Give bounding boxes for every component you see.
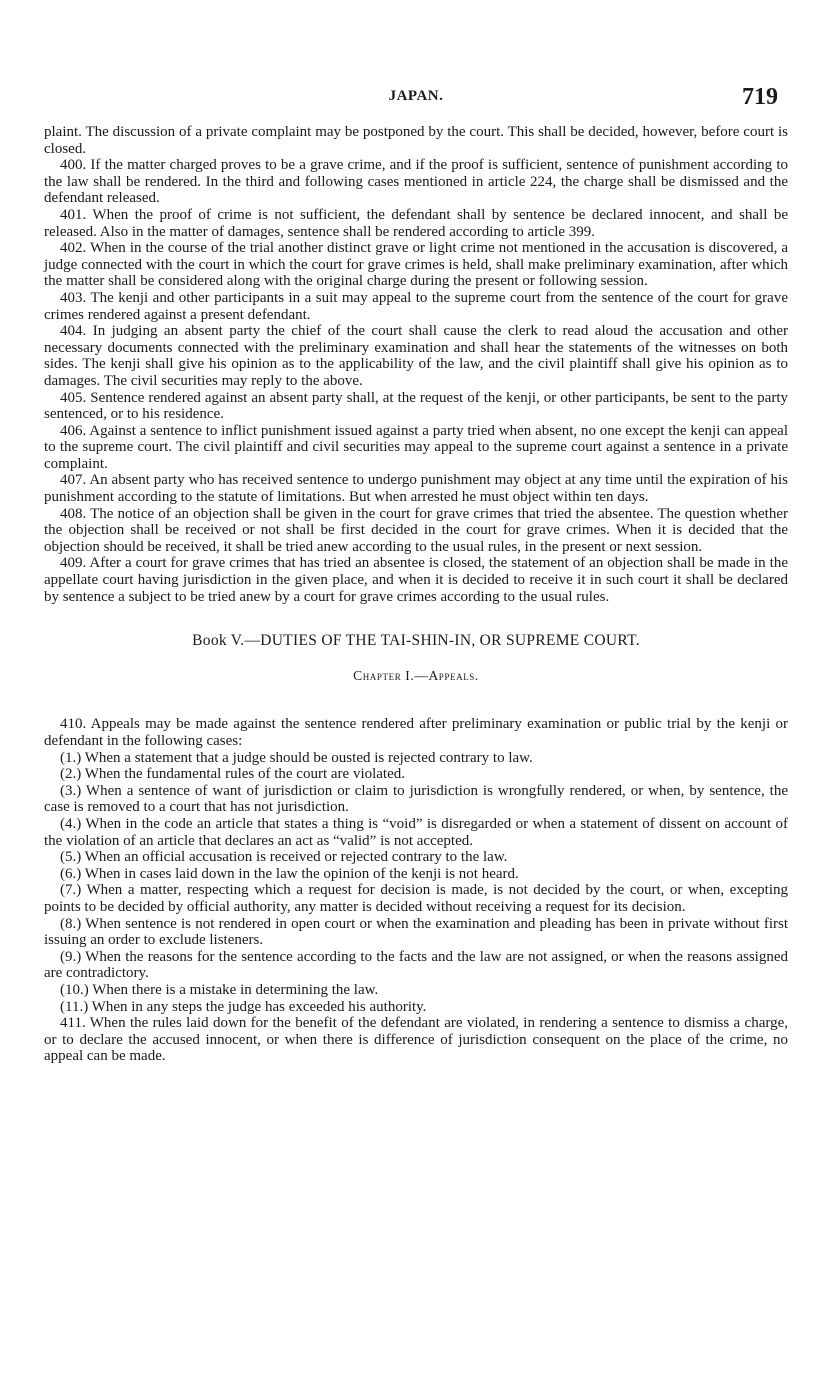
list-item: (9.) When the reasons for the sentence according to the facts and the law are not assigned, or when the reasons assigned are contradictory. (44, 948, 788, 982)
paragraph: 400. If the matter charged proves to be a grave crime, and if the proof is sufficient, sentence of punishment according to the law shall be rendered. In the third and following cases mentioned in article 224, the charge shall be dismissed and the defendant released. (44, 157, 788, 207)
paragraph: 404. In judging an absent party the chief of the court shall cause the clerk to read aloud the accusation and other necessary documents connected with the preliminary examination and shall hear the statements of the witnesses on both sides. The kenji shall give his opinion as to the applicability of the law, and the civil plaintiff shall give his opinion as to damages. The civil securities may reply to the above. (44, 323, 788, 389)
list-item: (11.) When in any steps the judge has exceeded his authority. (60, 998, 427, 1015)
running-head: JAPAN. (388, 88, 444, 104)
paragraph: 406. Against a sentence to inflict punishment issued against a party tried when absent, no one except the kenji can appeal to the supreme court. The civil plaintiff and civil securities may appeal to the supreme court against a sentence in a private complaint. (44, 422, 788, 472)
list-item: (1.) When a statement that a judge should be ousted is rejected contrary to law. (60, 749, 533, 766)
paragraph: 402. When in the course of the trial another distinct grave or light crime not mentioned in the accusation is discovered, a judge connected with the court in which the court for grave crimes is held, shall make preliminary examination, after which the matter shall be considered along with the original charge during the present or following session. (44, 240, 788, 290)
list-item: (4.) When in the code an article that states a thing is “void” is disregarded or when a statement of dissent on account of the violation of an article that declares an act as “valid” is not accepted. (44, 815, 788, 849)
paragraph: 408. The notice of an objection shall be given in the court for grave crimes that tried the absentee. The question whether the objection shall be received or not shall be first decided in the court for grave crimes. When it is decided that the objection should be received, it shall be tried anew according to the usual rules, in the present or next session. (44, 505, 788, 555)
page-header (44, 84, 788, 114)
paragraph: 407. An absent party who has received sentence to undergo punishment may object at any time until the expiration of his punishment according to the statute of limitations. But when arrested he must object within ten days. (44, 472, 788, 506)
list-item: (7.) When a matter, respecting which a request for decision is made, is not decided by the court, or when, excepting points to be decided by official authority, any matter is decided without receiving a request for its decision. (44, 882, 788, 915)
list-item: (6.) When in cases laid down in the law the opinion of the kenji is not heard. (60, 865, 519, 882)
document-page (44, 84, 788, 1065)
book-heading: Book V.—DUTIES OF THE TAI-SHIN-IN, OR SUPREME COURT. (192, 632, 640, 650)
list-item: (5.) When an official accusation is received or rejected contrary to the law. (60, 849, 508, 866)
paragraph: 401. When the proof of crime is not sufficient, the defendant shall by sentence be declared innocent, and shall be released. Also in the matter of damages, sentence shall be rendered according to article 399. (44, 206, 788, 240)
paragraph: 405. Sentence rendered against an absent party shall, at the request of the kenji, or other participants, be sent to the party sentenced, or to his residence. (44, 389, 788, 423)
paragraph: 409. After a court for grave crimes that has tried an absentee is closed, the statement of an objection shall be made in the appellate court having jurisdiction in the given place, and when it is decided to receive it in such court it shall be declared by sentence a subject to be tried anew by a court for grave crimes according to the usual rules. (44, 555, 788, 605)
list-item: (10.) When there is a mistake in determining the law. (60, 981, 379, 998)
paragraph: plaint. The discussion of a private complaint may be postponed by the court. This shall be decided, however, before court is closed. (44, 124, 788, 157)
body-text (44, 124, 788, 1065)
paragraph: 411. When the rules laid down for the benefit of the defendant are violated, in rendering a sentence to dismiss a charge, or to declare the accused innocent, or when there is difference of jurisdiction consequent on the place of the crime, no appeal can be made. (44, 1015, 788, 1065)
list-item: (8.) When sentence is not rendered in open court or when the examination and pleading has been in private without first issuing an order to exclude listeners. (44, 915, 788, 949)
paragraph: 410. Appeals may be made against the sentence rendered after preliminary examination or public trial by the kenji or defendant in the following cases: (44, 716, 788, 749)
paragraph: 403. The kenji and other participants in a suit may appeal to the supreme court from the sentence of the court for grave crimes rendered against a present defendant. (44, 289, 788, 323)
chapter-heading: Chapter I.—Appeals. (353, 667, 479, 683)
page-number: 719 (742, 84, 778, 110)
appeals-section (44, 716, 788, 1064)
list-item: (2.) When the fundamental rules of the court are violated. (60, 766, 406, 783)
list-item: (3.) When a sentence of want of jurisdiction or claim to jurisdiction is wrongfully rendered, or when, by sentence, the case is removed to a court that has not jurisdiction. (44, 782, 788, 816)
